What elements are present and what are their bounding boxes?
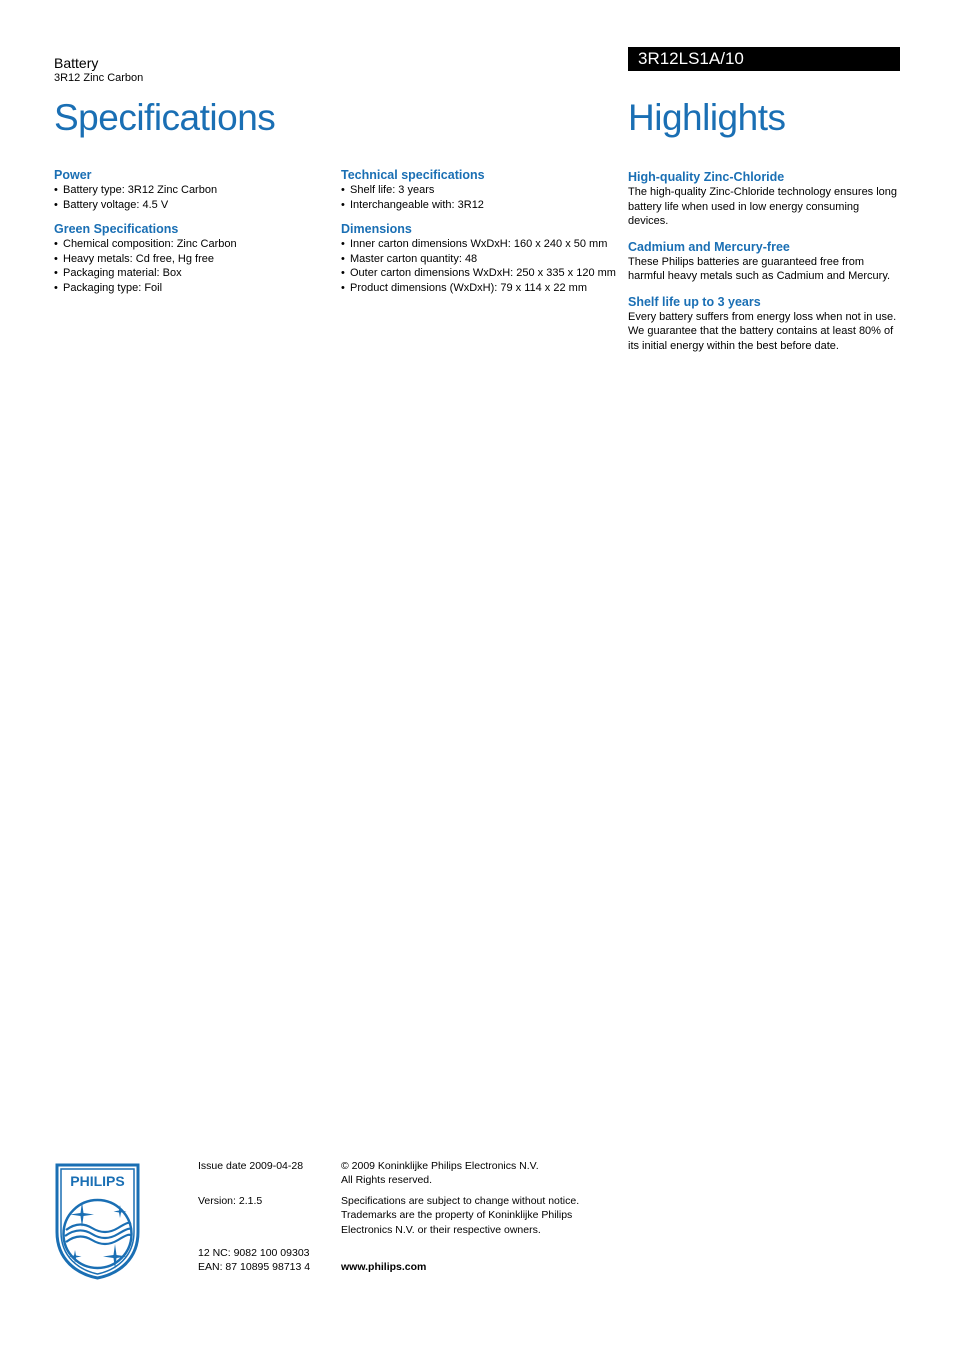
- highlight-title: Cadmium and Mercury-free: [628, 239, 790, 254]
- specs-column-middle: [341, 168, 616, 305]
- highlights-title: Highlights: [628, 97, 786, 138]
- list-item: • Battery type: 3R12 Zinc Carbon: [54, 183, 319, 198]
- logo-wordmark: PHILIPS: [70, 1173, 125, 1189]
- highlight-title: High-quality Zinc-Chloride: [628, 170, 785, 184]
- list-item: • Heavy metals: Cd free, Hg free: [54, 252, 319, 267]
- specs-column-left: [54, 168, 319, 305]
- philips-shield-icon: [54, 1162, 141, 1280]
- list-item: • Packaging material: Box: [54, 266, 319, 281]
- list-item: • Master carton quantity: 48: [341, 252, 616, 267]
- list-item: • Packaging type: Foil: [54, 281, 319, 296]
- product-category: Battery: [54, 55, 99, 71]
- section-title-power: Power: [54, 168, 92, 182]
- list-item: • Shelf life: 3 years: [341, 183, 616, 198]
- nc-number: 12 NC: 9082 100 09303: [198, 1247, 310, 1259]
- disclaimer-line-3: Electronics N.V. or their respective owners.: [341, 1224, 541, 1236]
- ean-number: EAN: 87 10895 98713 4: [198, 1261, 311, 1273]
- list-item: • Chemical composition: Zinc Carbon: [54, 237, 319, 252]
- website-link-text[interactable]: www.philips.com: [341, 1261, 427, 1273]
- specifications-title: Specifications: [54, 97, 276, 138]
- highlights-column: [628, 170, 902, 364]
- product-subtitle: 3R12 Zinc Carbon: [54, 72, 144, 84]
- dimensions-list: [341, 237, 616, 295]
- list-item: • Battery voltage: 4.5 V: [54, 198, 319, 213]
- model-number-box: 3R12LS1A/10: [628, 47, 900, 71]
- highlight-text: The high-quality Zinc-Chloride technology ensures long battery life when used in low energy consuming devices.: [628, 186, 898, 227]
- section-title-technical-specifications: Technical specifications: [341, 168, 485, 182]
- disclaimer-line-2: Trademarks are the property of Koninklijke Philips: [341, 1209, 573, 1221]
- section-title-dimensions: Dimensions: [341, 222, 412, 236]
- copyright-line-1: © 2009 Koninklijke Philips Electronics N.V.: [341, 1160, 539, 1172]
- highlight-text: Every battery suffers from energy loss when not in use. We guarantee that the battery contains at least 80% of its initial energy within the best before date.: [628, 310, 897, 352]
- list-item: • Product dimensions (WxDxH): 79 x 114 x 22 mm: [341, 281, 616, 296]
- issue-date: Issue date 2009-04-28: [198, 1160, 304, 1172]
- power-list: [54, 183, 319, 212]
- copyright-line-2: All Rights reserved.: [341, 1174, 433, 1186]
- philips-logo: [54, 1162, 141, 1280]
- highlight-title: Shelf life up to 3 years: [628, 294, 761, 309]
- green-spec-list: [54, 237, 319, 295]
- highlight-text: These Philips batteries are guaranteed free from harmful heavy metals such as Cadmium and Mercury.: [628, 255, 891, 282]
- list-item: • Interchangeable with: 3R12: [341, 198, 616, 213]
- disclaimer-line-1: Specifications are subject to change without notice.: [341, 1195, 580, 1207]
- section-title-green-specifications: Green Specifications: [54, 222, 179, 236]
- version: Version: 2.1.5: [198, 1195, 263, 1207]
- list-item: • Inner carton dimensions WxDxH: 160 x 240 x 50 mm: [341, 237, 616, 252]
- technical-spec-list: [341, 183, 616, 212]
- list-item: • Outer carton dimensions WxDxH: 250 x 335 x 120 mm: [341, 266, 616, 281]
- website-link[interactable]: [341, 1260, 426, 1275]
